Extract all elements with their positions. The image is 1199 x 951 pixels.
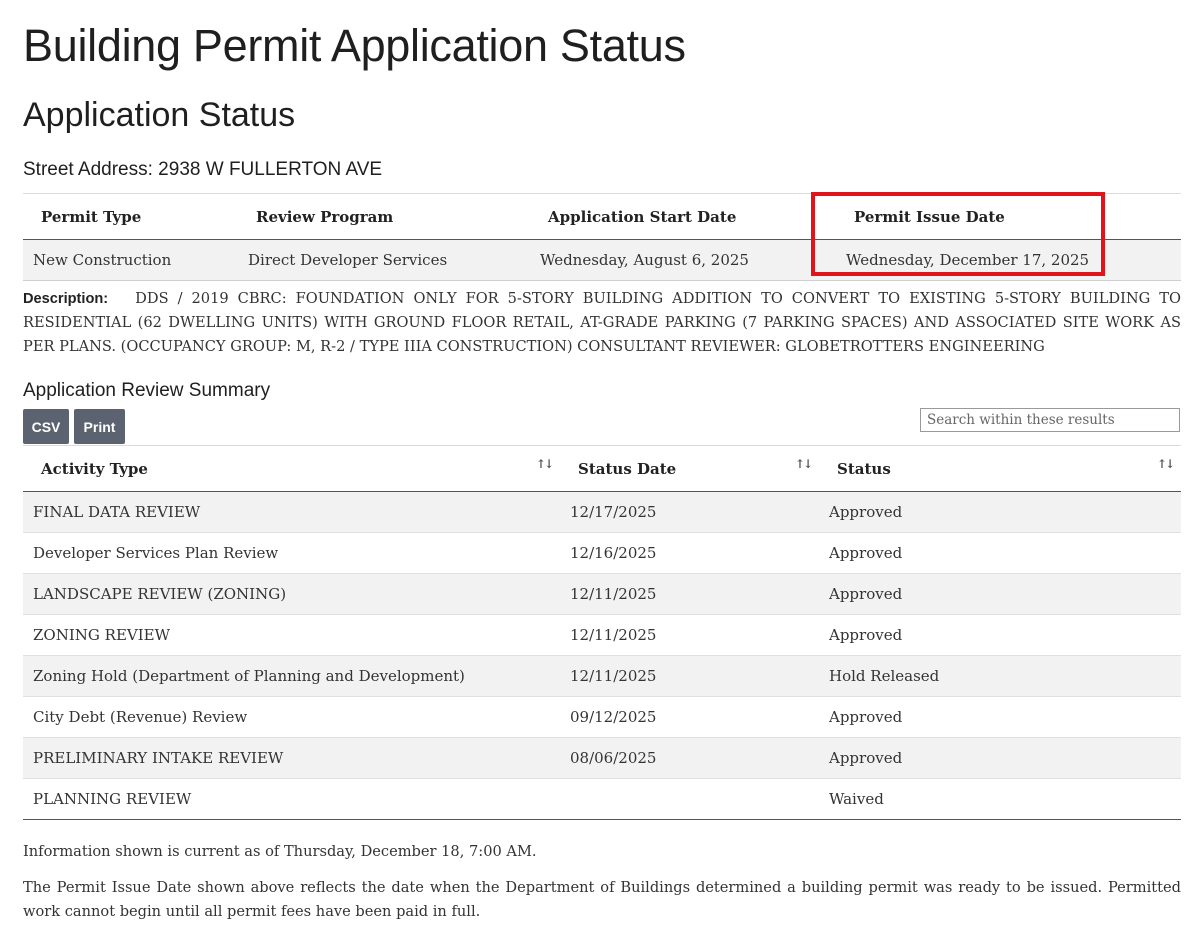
sort-icon[interactable]: ↑↓ — [535, 457, 552, 471]
activity-type-cell: Developer Services Plan Review — [23, 533, 560, 574]
permit-issue-date-value: Wednesday, December 17, 2025 — [836, 240, 1181, 281]
table-row — [23, 533, 1181, 574]
search-input[interactable] — [920, 408, 1180, 432]
permit-issue-date-note: The Permit Issue Date shown above reflects the date when the Department of Buildings determined a building permit was ready to be issued. Permitted work cannot begin until all permit fees have been paid in full. — [23, 879, 1181, 920]
csv-button[interactable]: CSV — [23, 409, 69, 444]
sort-icon[interactable]: ↑↓ — [1156, 457, 1173, 471]
permit-value-row — [23, 240, 1181, 281]
header-activity-type[interactable]: Activity Type ↑↓ — [23, 446, 560, 492]
activity-type-cell: PLANNING REVIEW — [23, 779, 560, 820]
header-status-date[interactable]: Status Date ↑↓ — [560, 446, 819, 492]
street-address: Street Address: 2938 W FULLERTON AVE — [23, 159, 383, 180]
review-table — [23, 445, 1181, 820]
activity-type-cell: FINAL DATA REVIEW — [23, 492, 560, 533]
permit-type-value: New Construction — [23, 240, 238, 281]
status-date-cell: 12/11/2025 — [560, 574, 819, 615]
status-date-cell: 12/16/2025 — [560, 533, 819, 574]
activity-type-cell: PRELIMINARY INTAKE REVIEW — [23, 738, 560, 779]
activity-type-cell: Zoning Hold (Department of Planning and Development) — [23, 656, 560, 697]
current-as-of-note: Information shown is current as of Thursday, December 18, 7:00 AM. — [23, 843, 537, 860]
permit-summary-table — [23, 193, 1181, 281]
header-status[interactable]: Status ↑↓ — [819, 446, 1181, 492]
status-cell: Approved — [819, 574, 1181, 615]
status-date-cell: 12/11/2025 — [560, 615, 819, 656]
application-start-date-value: Wednesday, August 6, 2025 — [530, 240, 836, 281]
review-summary-title: Application Review Summary — [23, 380, 271, 401]
description-text: DDS / 2019 CBRC: FOUNDATION ONLY FOR 5-STORY BUILDING ADDITION TO CONVERT TO EXISTING 5-STORY BUILDING TO RESIDENTIAL (62 DWELLING UNITS) WITH GROUND FLOOR RETAIL, AT-GRADE PARKING (7 PARKING SPACES) AND ASSOCIATED SITE WORK AS PER PLANS. (OCCUPANCY GROUP: M, R-2 / TYPE IIIA CONSTRUCTION) CONSULTANT REVIEWER: GLOBETROTTERS ENGINEERING — [23, 290, 1181, 355]
description — [23, 287, 1181, 359]
table-row — [23, 656, 1181, 697]
table-row — [23, 779, 1181, 820]
table-row — [23, 574, 1181, 615]
status-date-cell: 12/17/2025 — [560, 492, 819, 533]
activity-type-cell: ZONING REVIEW — [23, 615, 560, 656]
status-cell: Approved — [819, 738, 1181, 779]
status-cell: Hold Released — [819, 656, 1181, 697]
header-permit-type: Permit Type — [23, 194, 238, 240]
permit-header-row — [23, 194, 1181, 240]
status-cell: Approved — [819, 533, 1181, 574]
activity-type-cell: LANDSCAPE REVIEW (ZONING) — [23, 574, 560, 615]
review-program-value: Direct Developer Services — [238, 240, 530, 281]
table-row — [23, 615, 1181, 656]
status-cell: Approved — [819, 492, 1181, 533]
status-date-cell: 12/11/2025 — [560, 656, 819, 697]
review-header-row — [23, 446, 1181, 492]
status-cell: Approved — [819, 697, 1181, 738]
description-label: Description: — [23, 291, 109, 307]
page-title: Building Permit Application Status — [23, 20, 686, 71]
header-review-program: Review Program — [238, 194, 530, 240]
status-date-cell: 09/12/2025 — [560, 697, 819, 738]
status-cell: Approved — [819, 615, 1181, 656]
sort-icon[interactable]: ↑↓ — [794, 457, 811, 471]
section-title: Application Status — [23, 96, 296, 134]
activity-type-cell: City Debt (Revenue) Review — [23, 697, 560, 738]
header-permit-issue-date: Permit Issue Date — [836, 194, 1181, 240]
status-date-cell — [560, 779, 819, 820]
header-application-start-date: Application Start Date — [530, 194, 836, 240]
table-row — [23, 738, 1181, 779]
status-date-cell: 08/06/2025 — [560, 738, 819, 779]
table-row — [23, 697, 1181, 738]
table-row — [23, 492, 1181, 533]
status-cell: Waived — [819, 779, 1181, 820]
print-button[interactable]: Print — [74, 409, 125, 444]
